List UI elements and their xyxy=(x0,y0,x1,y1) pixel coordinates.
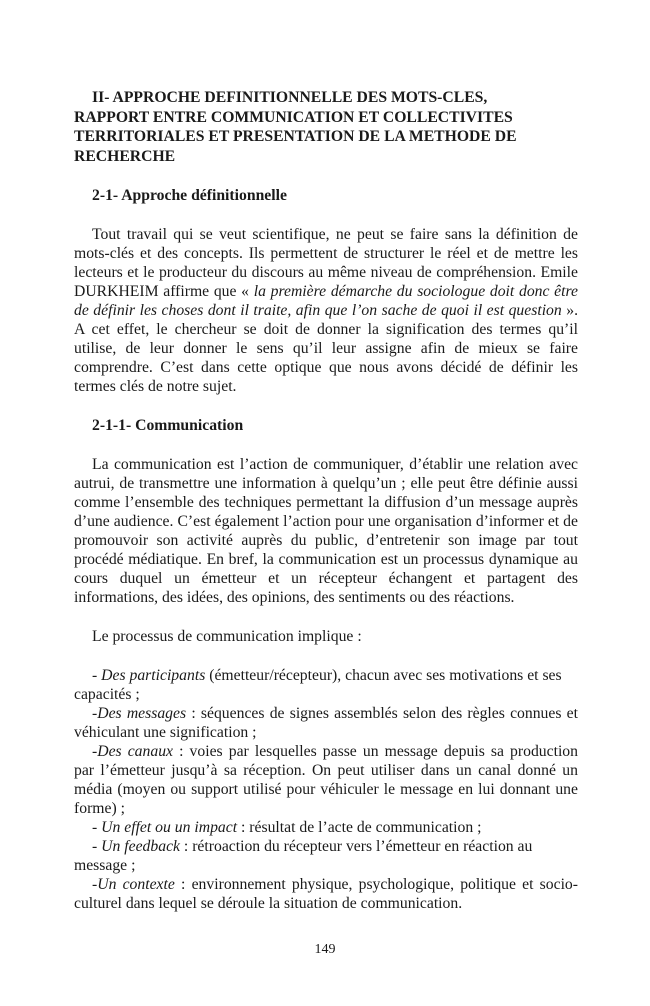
list-item-term: Des participants xyxy=(101,667,206,684)
list-item-text: (émetteur/récepteur), chacun avec ses motivations et ses capacités ; xyxy=(74,667,562,703)
list-item-term: Un effet ou un impact xyxy=(101,819,238,836)
section-heading-line-4: RECHERCHE xyxy=(74,147,176,165)
paragraph-communication: La communication est l’action de communiquer, d’établir une relation avec autrui, de transmettre une information à quelqu’un ; elle peut être définie aussi comme l’ensemble des techniques permettant la diffusion d’un message auprès d’une audience. C’est également l’action pour une organisation d’informer et de promouvoir son activité auprès du public, d’entretenir son image par tout procédé médiatique. En bref, la communication est un processus dynamique au cours duquel un émetteur et un récepteur échangent et partagent des informations, des idées, des opinions, des sentiments ou des réactions. xyxy=(74,456,578,606)
list-item-term: Un feedback xyxy=(101,838,180,855)
page-number: 149 xyxy=(314,942,336,957)
durkheim-quote: la première démarche du sociologue doit donc être de définir les choses dont il traite, afin que l’on sache de quoi il est question xyxy=(74,283,578,319)
paragraph-definition-end: ». A cet effet, le chercheur se doit de donner la signification des termes qu’il utilise, de leur donner le sens qu’il leur assigne afin de mieux se faire comprendre. C’est dans cette optique que nous avons décidé de définir les termes clés de notre sujet. xyxy=(74,302,579,395)
list-item xyxy=(74,818,578,837)
list-item-text: : voies par lesquelles passe un message depuis sa production par l’émetteur jusqu’à sa réception. On peut utiliser dans un canal donné un média (moyen ou support utilisé pour véhiculer le message en lui donnant une forme) ; xyxy=(74,743,578,817)
section-heading xyxy=(74,88,578,166)
list-item-prefix: - xyxy=(92,667,102,684)
subsection-heading-communication: 2-1-1- Communication xyxy=(92,417,244,434)
list-item xyxy=(74,666,578,704)
list-item-prefix: - xyxy=(92,705,98,722)
subsection-heading-approche: 2-1- Approche définitionnelle xyxy=(92,187,287,204)
list-item-term: Un contexte xyxy=(97,876,175,893)
list-item xyxy=(74,837,578,875)
paragraph-definition xyxy=(74,225,578,396)
list-item-prefix: - xyxy=(92,838,102,855)
list-item-text: : séquences de signes assemblés selon des règles connues et véhiculant une signification ; xyxy=(74,705,579,741)
list-item-prefix: - xyxy=(92,819,102,836)
section-heading-line-2: RAPPORT ENTRE COMMUNICATION ET COLLECTIVITES xyxy=(74,108,513,126)
list-item-text: : résultat de l’acte de communication ; xyxy=(237,819,482,836)
paragraph-process-intro: Le processus de communication implique : xyxy=(92,628,362,645)
section-heading-line-1: II- APPROCHE DEFINITIONNELLE DES MOTS-CLES, xyxy=(92,89,488,106)
list-item-prefix: - xyxy=(92,876,98,893)
list-item xyxy=(74,742,578,818)
list-item xyxy=(74,704,578,742)
list-item-prefix: - xyxy=(92,743,98,760)
list-item-term: Des canaux xyxy=(97,743,174,760)
list-item-term: Des messages xyxy=(97,705,187,722)
process-list xyxy=(74,666,578,913)
section-heading-line-3: TERRITORIALES ET PRESENTATION DE LA METHODE DE xyxy=(74,128,517,145)
paragraph-definition-intro: Tout travail qui se veut scientifique, ne peut se faire sans la définition de mots-clés et des concepts. Ils permettent de structurer le réel et de mettre les lecteurs et le producteur du discours au même niveau de compréhension. Emile DURKHEIM affirme que « xyxy=(74,226,578,300)
page-content xyxy=(74,88,578,913)
list-item-text: : rétroaction du récepteur vers l’émetteur en réaction au message ; xyxy=(74,838,533,874)
list-item xyxy=(74,875,578,913)
list-item-text: : environnement physique, psychologique, politique et socio-culturel dans lequel se déroule la situation de communication. xyxy=(74,876,579,912)
